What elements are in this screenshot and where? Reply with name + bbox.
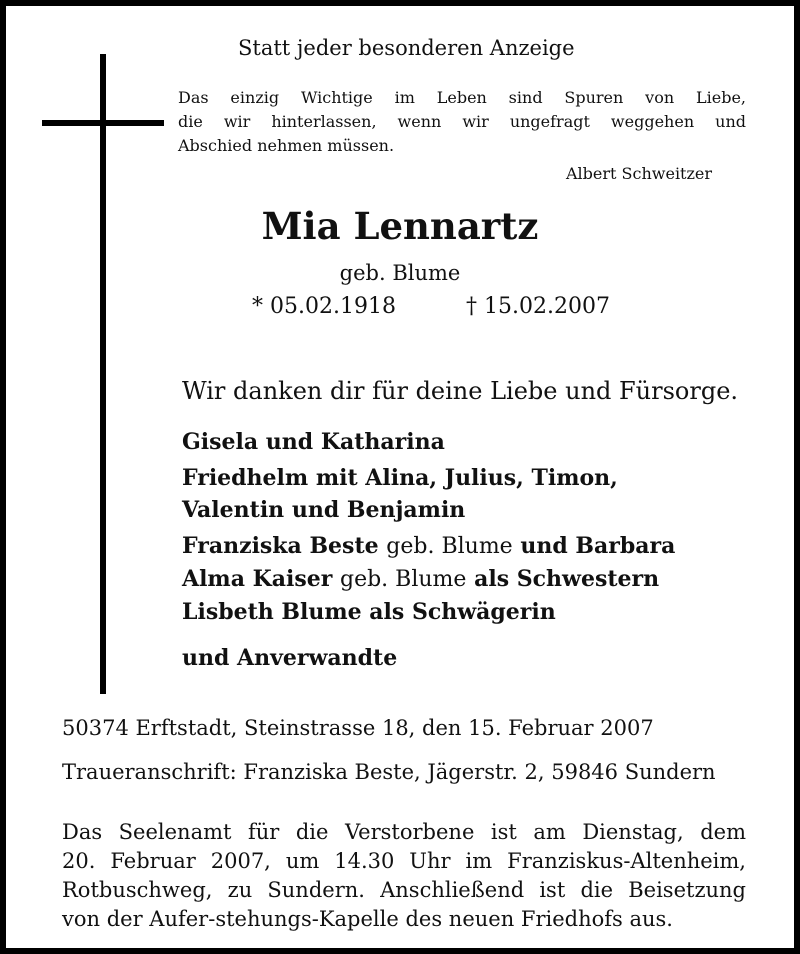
service-line: von der Aufer-stehungs-Kapelle des neuen Friedhofs aus. — [62, 907, 673, 931]
family-line — [182, 563, 675, 596]
quote-line: Das einzig Wichtige im Leben sind Spuren von Liebe, — [178, 88, 746, 107]
cross-icon — [100, 54, 106, 694]
service-line: 20. Februar 2007, um 14.30 Uhr im Franziskus-Altenheim, — [62, 849, 746, 873]
death-date: † 15.02.2007 — [466, 294, 610, 319]
cross-icon-bar — [42, 120, 164, 126]
residence-address: 50374 Erftstadt, Steinstrasse 18, den 15. Februar 2007 — [62, 716, 654, 740]
family-line: Lisbeth Blume als Schwägerin — [182, 599, 556, 625]
service-line: Das Seelenamt für die Verstorbene ist am Dienstag, dem — [62, 820, 746, 844]
family-line — [182, 530, 675, 563]
quote — [178, 86, 746, 158]
family-member-name: Franziska Beste — [182, 533, 379, 559]
quote-line: die wir hinterlassen, wenn wir ungefragt weggehen und — [178, 112, 746, 131]
family-list — [182, 426, 675, 674]
birth-date: * 05.02.1918 — [252, 294, 396, 319]
notice-heading: Statt jeder besonderen Anzeige — [238, 36, 575, 60]
family-member-relation: und Barbara — [520, 533, 676, 559]
quote-author: Albert Schweitzer — [566, 164, 713, 183]
deceased-name: Mia Lennartz — [261, 204, 539, 248]
family-member-birth-name: geb. Blume — [340, 567, 467, 592]
mourning-address: Traueranschrift: Franziska Beste, Jägerstr. 2, 59846 Sundern — [62, 760, 716, 784]
service-info — [62, 818, 746, 934]
family-line: und Anverwandte — [182, 645, 398, 671]
family-member-birth-name: geb. Blume — [386, 534, 513, 559]
service-line: Rotbuschweg, zu Sundern. Anschließend ist die Beisetzung — [62, 878, 746, 902]
birth-name: geb. Blume — [339, 261, 461, 285]
family-member-relation: als Schwestern — [474, 566, 660, 592]
family-line: Gisela und Katharina — [182, 429, 445, 455]
family-member-name: Alma Kaiser — [182, 566, 333, 592]
thanks-line: Wir danken dir für deine Liebe und Fürsorge. — [182, 377, 739, 405]
family-line: Valentin und Benjamin — [182, 497, 466, 523]
quote-line: Abschied nehmen müssen. — [178, 136, 395, 155]
family-line: Friedhelm mit Alina, Julius, Timon, — [182, 465, 618, 491]
